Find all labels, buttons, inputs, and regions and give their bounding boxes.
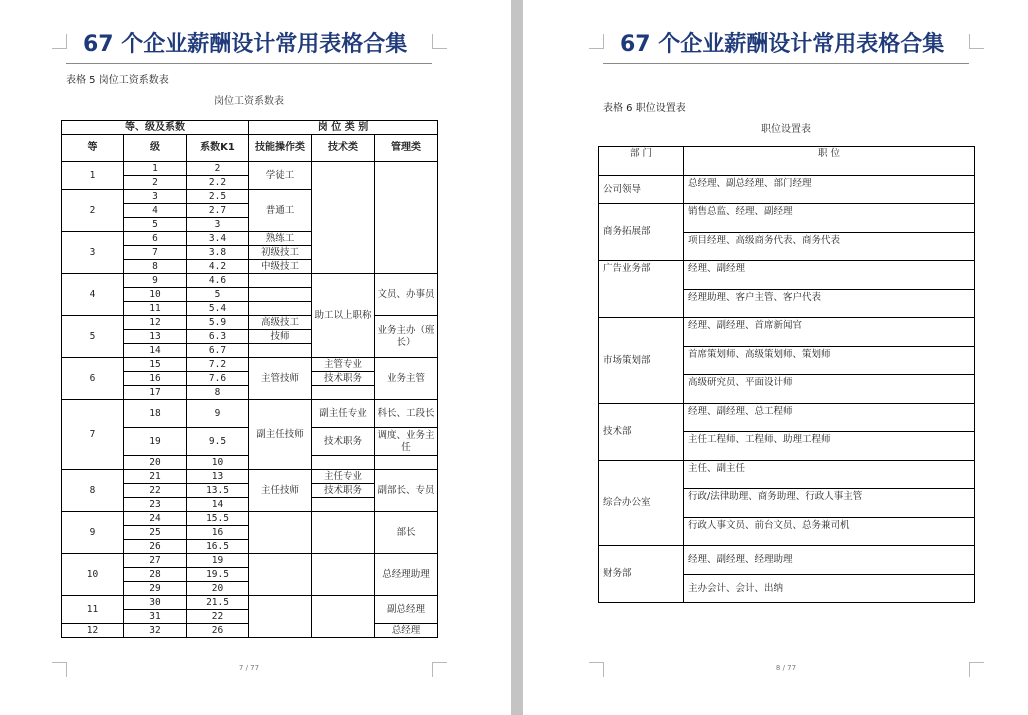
- table-header-row: [599, 147, 975, 176]
- position-setup-table: [598, 146, 975, 603]
- coef-cell: 19.5: [187, 568, 249, 582]
- level-cell: 14: [124, 344, 187, 358]
- coef-cell: 13.5: [187, 484, 249, 498]
- skill-cell: [249, 512, 312, 554]
- crop-mark-bottom-right: [432, 662, 447, 677]
- table-header-row: [62, 135, 438, 162]
- level-cell: 20: [124, 456, 187, 470]
- col-header-position: 职 位: [684, 147, 975, 176]
- level-cell: 11: [124, 302, 187, 316]
- level-cell: 30: [124, 596, 187, 610]
- level-cell: 4: [124, 204, 187, 218]
- coef-cell: 7.6: [187, 372, 249, 386]
- grade-cell: 5: [62, 316, 124, 358]
- skill-cell: 普通工: [249, 190, 312, 232]
- tech-cell: [312, 554, 375, 596]
- page-number: 7 / 77: [238, 664, 260, 672]
- table-row: [62, 596, 438, 610]
- coef-cell: 21.5: [187, 596, 249, 610]
- group-header-position-category: 岗 位 类 别: [249, 121, 438, 135]
- coef-cell: 13: [187, 470, 249, 484]
- wage-coefficient-table: [61, 120, 438, 638]
- level-cell: 24: [124, 512, 187, 526]
- coef-cell: 5.4: [187, 302, 249, 316]
- position-cell: 高级研究员、平面设计师: [684, 375, 975, 404]
- coef-cell: 4.2: [187, 260, 249, 274]
- col-header-skill: 技能操作类: [249, 135, 312, 162]
- level-cell: 15: [124, 358, 187, 372]
- table-row: [62, 512, 438, 526]
- position-cell: 经理、副经理、总工程师: [684, 404, 975, 432]
- skill-cell: [249, 554, 312, 596]
- grade-cell: 10: [62, 554, 124, 596]
- department-cell: 广告业务部: [599, 261, 684, 318]
- document-page-7: [0, 0, 511, 715]
- tech-cell: [312, 456, 375, 470]
- crop-mark-bottom-left: [52, 662, 67, 677]
- level-cell: 23: [124, 498, 187, 512]
- skill-cell: 副主任技师: [249, 400, 312, 470]
- tech-cell: [312, 386, 375, 400]
- level-cell: 12: [124, 316, 187, 330]
- skill-cell: [249, 274, 312, 288]
- level-cell: 22: [124, 484, 187, 498]
- crop-mark-bottom-right: [969, 662, 984, 677]
- level-cell: 31: [124, 610, 187, 624]
- tech-cell: [312, 596, 375, 638]
- level-cell: 3: [124, 190, 187, 204]
- table-row: [599, 318, 975, 347]
- table-row: [599, 461, 975, 489]
- tech-cell: [312, 162, 375, 274]
- grade-cell: 6: [62, 358, 124, 400]
- coef-cell: 7.2: [187, 358, 249, 372]
- coef-cell: 16.5: [187, 540, 249, 554]
- level-cell: 19: [124, 428, 187, 456]
- level-cell: 26: [124, 540, 187, 554]
- col-header-tech: 技术类: [312, 135, 375, 162]
- table-group-header-row: [62, 121, 438, 135]
- department-cell: 财务部: [599, 546, 684, 603]
- mgmt-cell: 业务主办（班长）: [375, 316, 438, 358]
- coef-cell: 6.7: [187, 344, 249, 358]
- level-cell: 13: [124, 330, 187, 344]
- level-cell: 7: [124, 246, 187, 260]
- coef-cell: 6.3: [187, 330, 249, 344]
- skill-cell: [249, 288, 312, 302]
- department-cell: 市场策划部: [599, 318, 684, 404]
- position-cell: 行政/法律助理、商务助理、行政人事主管: [684, 489, 975, 518]
- coef-cell: 10: [187, 456, 249, 470]
- position-cell: 行政人事文员、前台文员、总务兼司机: [684, 518, 975, 546]
- coef-cell: 2.2: [187, 176, 249, 190]
- position-cell: 主任、副主任: [684, 461, 975, 489]
- table-row: [62, 162, 438, 176]
- level-cell: 8: [124, 260, 187, 274]
- position-cell: 经理助理、客户主管、客户代表: [684, 290, 975, 318]
- level-cell: 18: [124, 400, 187, 428]
- header-rule: [66, 63, 432, 64]
- tech-cell: 助工以上职称: [312, 274, 375, 358]
- table-row: [62, 554, 438, 568]
- skill-cell: 学徒工: [249, 162, 312, 190]
- col-header-coef: 系数K1: [187, 135, 249, 162]
- mgmt-cell: 科长、工段长: [375, 400, 438, 428]
- coef-cell: 3: [187, 218, 249, 232]
- coef-cell: 14: [187, 498, 249, 512]
- table-row: [599, 176, 975, 204]
- mgmt-cell: 总经理: [375, 624, 438, 638]
- crop-mark-top-left: [52, 34, 67, 49]
- department-cell: 技术部: [599, 404, 684, 461]
- level-cell: 27: [124, 554, 187, 568]
- skill-cell: 技师: [249, 330, 312, 344]
- table-row: [62, 358, 438, 372]
- skill-cell: 主管技师: [249, 358, 312, 400]
- grade-cell: 4: [62, 274, 124, 316]
- table-title: 职位设置表: [761, 124, 811, 135]
- coef-cell: 26: [187, 624, 249, 638]
- position-cell: 项目经理、高级商务代表、商务代表: [684, 233, 975, 261]
- grade-cell: 9: [62, 512, 124, 554]
- header-title: 67 个企业薪酬设计常用表格合集: [620, 32, 945, 57]
- mgmt-cell: [375, 162, 438, 274]
- coef-cell: 15.5: [187, 512, 249, 526]
- mgmt-cell: 调度、业务主任: [375, 428, 438, 456]
- coef-cell: 3.4: [187, 232, 249, 246]
- skill-cell: 中级技工: [249, 260, 312, 274]
- skill-cell: 高级技工: [249, 316, 312, 330]
- level-cell: 6: [124, 232, 187, 246]
- coef-cell: 22: [187, 610, 249, 624]
- level-cell: 9: [124, 274, 187, 288]
- tech-cell: 技术职务: [312, 484, 375, 498]
- coef-cell: 8: [187, 386, 249, 400]
- skill-cell: 初级技工: [249, 246, 312, 260]
- tech-cell: [312, 512, 375, 554]
- position-cell: 主办会计、会计、出纳: [684, 575, 975, 603]
- level-cell: 29: [124, 582, 187, 596]
- grade-cell: 11: [62, 596, 124, 624]
- level-cell: 1: [124, 162, 187, 176]
- tech-cell: 技术职务: [312, 372, 375, 386]
- position-cell: 首席策划师、高级策划师、策划师: [684, 347, 975, 375]
- table-caption: 表格 6 职位设置表: [603, 103, 686, 114]
- position-cell: 主任工程师、工程师、助理工程师: [684, 432, 975, 461]
- coef-cell: 2.5: [187, 190, 249, 204]
- level-cell: 28: [124, 568, 187, 582]
- mgmt-cell: 部长: [375, 512, 438, 554]
- level-cell: 32: [124, 624, 187, 638]
- grade-cell: 8: [62, 470, 124, 512]
- mgmt-cell: 副部长、专员: [375, 470, 438, 512]
- department-cell: 公司领导: [599, 176, 684, 204]
- coef-cell: 3.8: [187, 246, 249, 260]
- header-title: 67 个企业薪酬设计常用表格合集: [83, 32, 408, 57]
- tech-cell: 主任专业: [312, 470, 375, 484]
- col-header-department: 部 门: [599, 147, 684, 176]
- position-cell: 经理、副经理、首席新闻官: [684, 318, 975, 347]
- tech-cell: 主管专业: [312, 358, 375, 372]
- coef-cell: 5: [187, 288, 249, 302]
- col-header-mgmt: 管理类: [375, 135, 438, 162]
- table-row: [62, 274, 438, 288]
- grade-cell: 2: [62, 190, 124, 232]
- table-row: [599, 204, 975, 233]
- level-cell: 5: [124, 218, 187, 232]
- level-cell: 25: [124, 526, 187, 540]
- coef-cell: 16: [187, 526, 249, 540]
- grade-cell: 12: [62, 624, 124, 638]
- tech-cell: [312, 498, 375, 512]
- group-header-grade-level-coef: 等、级及系数: [62, 121, 249, 135]
- skill-cell: [249, 344, 312, 358]
- coef-cell: 9.5: [187, 428, 249, 456]
- coef-cell: 2: [187, 162, 249, 176]
- grade-cell: 1: [62, 162, 124, 190]
- coef-cell: 2.7: [187, 204, 249, 218]
- mgmt-cell: 副总经理: [375, 596, 438, 624]
- level-cell: 2: [124, 176, 187, 190]
- table-row: [599, 546, 975, 575]
- department-cell: 商务拓展部: [599, 204, 684, 261]
- coef-cell: 5.9: [187, 316, 249, 330]
- tech-cell: 技术职务: [312, 428, 375, 456]
- table-row: [62, 400, 438, 428]
- crop-mark-bottom-left: [589, 662, 604, 677]
- skill-cell: 熟练工: [249, 232, 312, 246]
- mgmt-cell: 文员、办事员: [375, 274, 438, 316]
- crop-mark-top-right: [969, 34, 984, 49]
- coef-cell: 20: [187, 582, 249, 596]
- skill-cell: [249, 302, 312, 316]
- position-cell: 经理、副经理、经理助理: [684, 546, 975, 575]
- table-row: [62, 316, 438, 330]
- level-cell: 21: [124, 470, 187, 484]
- table-caption: 表格 5 岗位工资系数表: [66, 75, 169, 86]
- coef-cell: 19: [187, 554, 249, 568]
- skill-cell: [249, 596, 312, 638]
- level-cell: 17: [124, 386, 187, 400]
- table-row: [62, 470, 438, 484]
- col-header-grade: 等: [62, 135, 124, 162]
- col-header-level: 级: [124, 135, 187, 162]
- level-cell: 16: [124, 372, 187, 386]
- crop-mark-top-right: [432, 34, 447, 49]
- table-row: [599, 261, 975, 290]
- mgmt-cell: 业务主管: [375, 358, 438, 400]
- position-cell: 经理、副经理: [684, 261, 975, 290]
- coef-cell: 9: [187, 400, 249, 428]
- crop-mark-top-left: [589, 34, 604, 49]
- mgmt-cell: 总经理助理: [375, 554, 438, 596]
- table-title: 岗位工资系数表: [214, 96, 284, 107]
- level-cell: 10: [124, 288, 187, 302]
- grade-cell: 3: [62, 232, 124, 274]
- position-cell: 总经理、副总经理、部门经理: [684, 176, 975, 204]
- department-cell: 综合办公室: [599, 461, 684, 546]
- position-cell: 销售总监、经理、副经理: [684, 204, 975, 233]
- coef-cell: 4.6: [187, 274, 249, 288]
- header-rule: [603, 63, 969, 64]
- table-row: [599, 404, 975, 432]
- page-separator-gutter: [511, 0, 523, 715]
- grade-cell: 7: [62, 400, 124, 470]
- tech-cell: 副主任专业: [312, 400, 375, 428]
- skill-cell: 主任技师: [249, 470, 312, 512]
- page-number: 8 / 77: [775, 664, 797, 672]
- mgmt-cell: [375, 456, 438, 470]
